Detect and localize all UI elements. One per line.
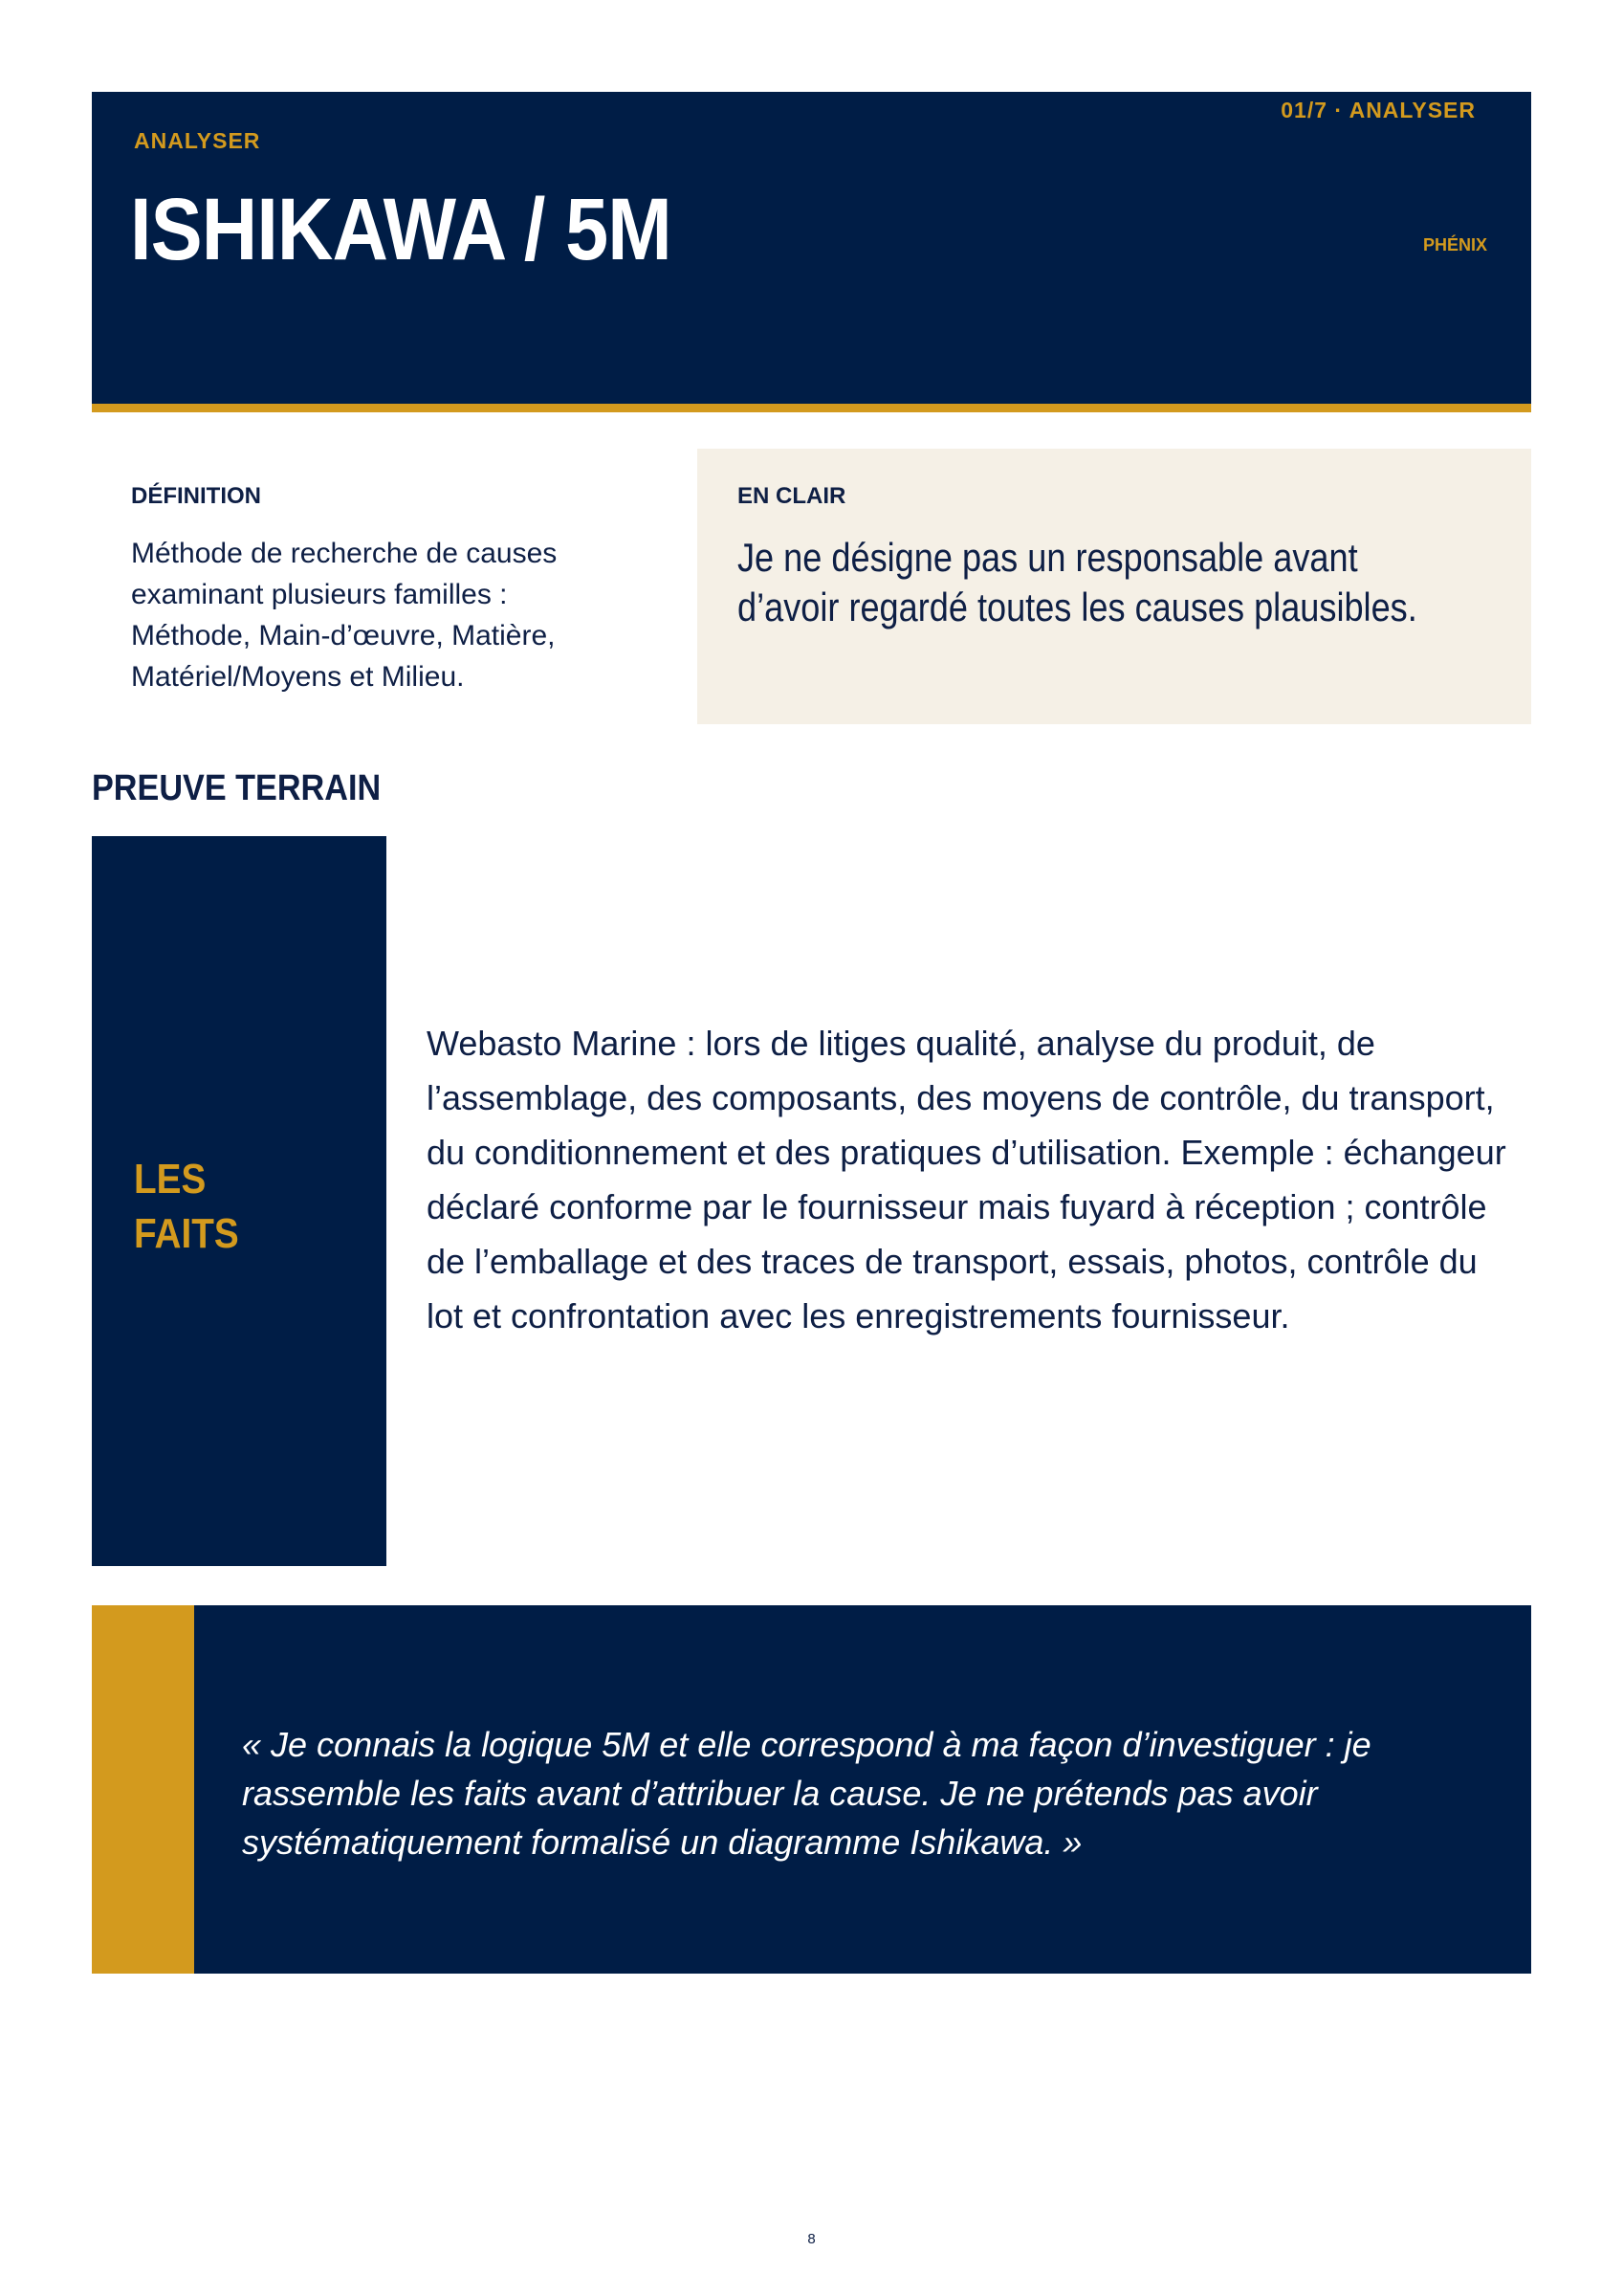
- header-banner: [92, 92, 1531, 411]
- quote-accent-bar: [92, 1605, 194, 1974]
- definition-text: Méthode de recherche de causes examinant plusieurs familles : Méthode, Main-d’œuvre, Matière, Matériel/Moyens et Milieu.: [131, 538, 558, 693]
- definition-label: DÉFINITION: [131, 483, 261, 509]
- en-clair-label: EN CLAIR: [737, 483, 846, 509]
- faits-label-line1: LES: [134, 1156, 207, 1203]
- page-title: ISHIKAWA / 5M: [130, 181, 671, 278]
- quote-text: « Je connais la logique 5M et elle correspond à ma façon d’investiguer : je rassemble les faits avant d’attribuer la cause. Je ne prétends pas avoir systématiquement formalisé un diagramme Ishikawa. »: [242, 1725, 1371, 1862]
- faits-label-line2: FAITS: [134, 1210, 239, 1257]
- faits-panel: [92, 836, 386, 1566]
- page-number: 8: [807, 2231, 816, 2247]
- preuve-section-title: PREUVE TERRAIN: [92, 768, 382, 808]
- faits-text: Webasto Marine : lors de litiges qualité, analyse du produit, de l’assemblage, des composants, des moyens de contrôle, du transport, du conditionnement et des pratiques d’utilisation. Exemple : échangeur déclaré conforme par le fournisseur mais fuyard à réception ; contrôle de l’emballage et des traces de transport, essais, photos, contrôle du lot et confrontation avec les enregistrements fournisseur.: [427, 1024, 1506, 1336]
- brand-label: PHÉNIX: [1422, 235, 1487, 254]
- faits-label: [134, 1152, 239, 1261]
- en-clair-panel: [697, 449, 1531, 724]
- header-accent-bar: [92, 404, 1531, 412]
- en-clair-text: Je ne désigne pas un responsable avant d’avoir regardé toutes les causes plausibles.: [737, 535, 1417, 629]
- section-counter: 01/7 · ANALYSER: [1281, 98, 1476, 122]
- quote-panel: [194, 1605, 1531, 1974]
- header-eyebrow: ANALYSER: [134, 128, 261, 153]
